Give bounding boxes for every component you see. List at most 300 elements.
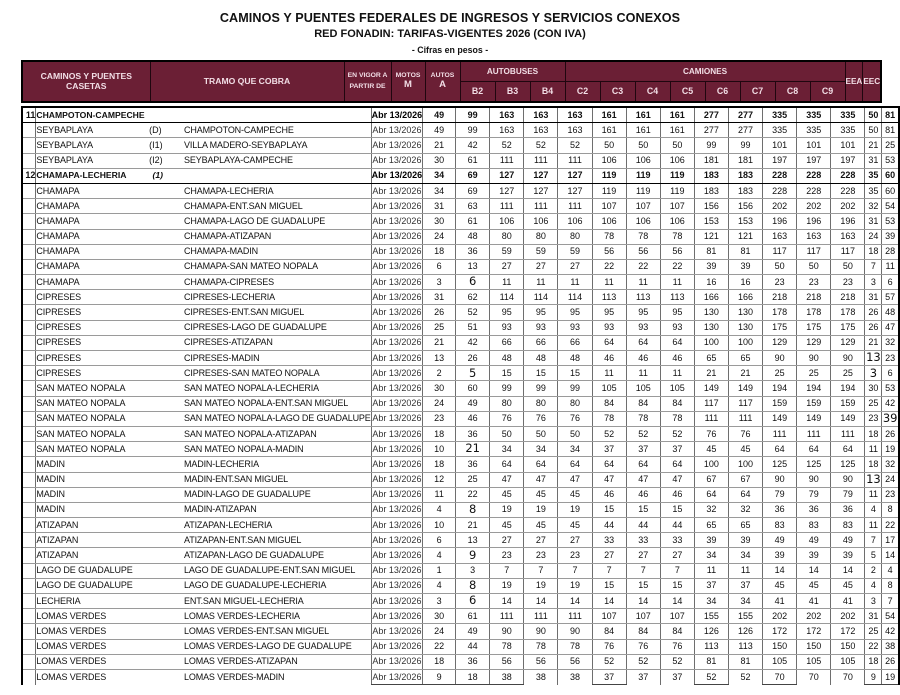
direction-code [149,199,184,214]
col-header-c4: C4 [635,82,670,103]
tariff-value: 175 [831,320,865,335]
tariff-value: 53 [882,153,899,168]
tariff-value: 25 [456,472,490,487]
direction-code [149,290,184,305]
tariff-value: 9 [865,669,882,684]
tariff-value: 27 [660,548,694,563]
tariff-value: 106 [626,153,660,168]
tariff-row [22,290,899,305]
tariff-value: 11 [626,275,660,290]
tariff-value: 31 [865,290,882,305]
tariff-value: 25 [882,138,899,153]
tariff-value: 80 [558,229,592,244]
tariff-row [22,426,899,441]
tariff-value: 50 [592,138,626,153]
tariff-value: 39 [882,229,899,244]
tariff-value: 44 [626,518,660,533]
tariff-value: 16 [728,275,762,290]
tariff-value: 178 [831,305,865,320]
tariff-value: 46 [660,351,694,366]
tariff-value: 48 [558,351,592,366]
tariff-value: 27 [490,533,524,548]
effective-date: Abr 13/2026 [371,259,423,274]
tariff-value: 79 [797,487,831,502]
tariff-value: 153 [728,214,762,229]
tariff-value: 90 [524,624,558,639]
tariff-value: 31 [865,153,882,168]
tramo-name: CHAMAPA-LAGO DE GUADALUPE [184,214,371,229]
direction-code [149,502,184,517]
tariff-value: 30 [423,609,456,624]
tariff-value: 127 [524,183,558,198]
tramo-name: MADIN-LECHERIA [184,457,371,472]
tariff-value: 39 [728,533,762,548]
effective-date: Abr 13/2026 [371,487,423,502]
tariff-value: 90 [490,624,524,639]
tariff-value: 8 [882,578,899,593]
tariff-value: 39 [831,548,865,563]
tramo-name: CIPRESES-LECHERIA [184,290,371,305]
tramo-name: LOMAS VERDES-ATIZAPAN [184,654,371,669]
tariff-value: 4 [882,563,899,578]
tramo-name: ATIZAPAN-ENT.SAN MIGUEL [184,533,371,548]
col-header-c5: C5 [670,82,705,103]
tariff-value: 49 [423,123,456,138]
tariff-value: 47 [490,472,524,487]
tariff-value: 52 [626,654,660,669]
tariff-value: 44 [456,639,490,654]
row-number [22,275,36,290]
section-name: CHAMPOTON-CAMPECHE [36,109,145,120]
tariff-value: 80 [524,396,558,411]
row-number [22,502,36,517]
row-number [22,578,36,593]
direction-code [149,457,184,472]
col-header-b2: B2 [460,82,495,103]
tariff-table [21,106,900,685]
tariff-value: 15 [626,578,660,593]
tariff-value: 9 [423,669,456,684]
tariff-value: 39 [728,259,762,274]
tariff-row [22,275,899,290]
tariff-value: 46 [660,487,694,502]
direction-code [149,335,184,350]
tariff-value: 175 [763,320,797,335]
tariff-value: 56 [660,244,694,259]
tariff-value: 48 [490,351,524,366]
tariff-value: 15 [660,502,694,517]
tramo-name: MADIN-ATIZAPAN [184,502,371,517]
tariff-value: 8 [456,578,490,593]
page-subtitle: RED FONADIN: TARIFAS-VIGENTES 2026 (CON IVA) [314,28,586,40]
tariff-value: 335 [763,107,797,123]
tariff-value: 53 [882,381,899,396]
tariff-value: 21 [865,138,882,153]
section-title [36,168,371,183]
tramo-name: MADIN-ENT.SAN MIGUEL [184,472,371,487]
tariff-value: 121 [728,229,762,244]
row-number [22,199,36,214]
tariff-value: 37 [660,442,694,457]
tariff-value: 38 [558,669,592,684]
tariff-value: 11 [865,518,882,533]
tariff-value: 46 [626,351,660,366]
direction-code [149,669,184,684]
tariff-value: 181 [728,153,762,168]
tariff-value: 126 [694,624,728,639]
tariff-value: 3 [423,275,456,290]
tariff-value: 163 [558,123,592,138]
tariff-value: 81 [882,123,899,138]
tariff-value: 105 [763,654,797,669]
tariff-value: 35 [865,183,882,198]
effective-date: Abr 13/2026 [371,153,423,168]
tariff-value: 46 [456,411,490,426]
row-number [22,411,36,426]
tariff-value: 76 [626,639,660,654]
tariff-value: 150 [831,639,865,654]
tariff-value: 218 [797,290,831,305]
tariff-value: 156 [694,199,728,214]
tariff-row [22,320,899,335]
tariff-value: 22 [660,259,694,274]
effective-date: Abr 13/2026 [371,290,423,305]
effective-date: Abr 13/2026 [371,563,423,578]
tariff-row [22,366,899,381]
tariff-value: 38 [490,669,524,684]
tariff-value: 32 [694,502,728,517]
tariff-row [22,654,899,669]
effective-date: Abr 13/2026 [371,305,423,320]
tariff-value: 80 [490,396,524,411]
tariff-value: 47 [882,320,899,335]
tariff-value: 34 [694,548,728,563]
tariff-value: 119 [626,168,660,183]
tramo-name: CHAMAPA-CIPRESES [184,275,371,290]
tariff-value: 78 [490,639,524,654]
tariff-value: 18 [423,457,456,472]
tariff-value: 15 [626,502,660,517]
tariff-value: 172 [831,624,865,639]
tariff-value: 117 [728,396,762,411]
direction-code [149,594,184,609]
direction-code [149,426,184,441]
col-header-b4: B4 [530,82,565,103]
tariff-value: 27 [592,548,626,563]
section-title [36,107,371,123]
tariff-value: 54 [882,199,899,214]
tariff-value: 95 [524,305,558,320]
tariff-value: 163 [490,107,524,123]
tramo-name: CHAMPOTON-CAMPECHE [184,123,371,138]
tramo-name: CIPRESES-ENT.SAN MIGUEL [184,305,371,320]
units-note: - Cifras en pesos - [411,45,489,55]
tariff-value: 52 [626,426,660,441]
direction-code [149,214,184,229]
tariff-value: 196 [797,214,831,229]
tariff-value: 99 [694,138,728,153]
caseta-name: CHAMAPA [36,214,149,229]
tariff-row [22,563,899,578]
tariff-value: 70 [831,669,865,684]
tariff-value: 111 [490,153,524,168]
tariff-row [22,335,899,350]
tariff-value: 47 [592,472,626,487]
row-number [22,153,36,168]
caseta-name: CIPRESES [36,320,149,335]
row-number [22,639,36,654]
caseta-name: ATIZAPAN [36,548,149,563]
tariff-value: 21 [456,442,490,457]
effective-date: Abr 13/2026 [371,594,423,609]
tariff-value: 111 [490,609,524,624]
caseta-name: MADIN [36,472,149,487]
tariff-value: 101 [831,138,865,153]
tariff-value: 18 [865,426,882,441]
tariff-value: 54 [882,609,899,624]
tramo-name: LOMAS VERDES-LECHERIA [184,609,371,624]
row-number [22,229,36,244]
tariff-value: 6 [882,275,899,290]
tariff-value: 178 [797,305,831,320]
tariff-value: 18 [865,654,882,669]
tariff-value: 25 [865,396,882,411]
tariff-value: 50 [797,259,831,274]
tariff-row [22,533,899,548]
tariff-value: 66 [558,335,592,350]
tariff-value: 25 [797,366,831,381]
tariff-value: 15 [592,578,626,593]
tariff-value: 194 [831,381,865,396]
tariff-value: 34 [423,183,456,198]
tariff-value: 19 [558,578,592,593]
tariff-value: 106 [660,153,694,168]
tariff-value: 277 [728,123,762,138]
col-header-motos: MOTOS M [391,61,425,102]
caseta-name: SEYBAPLAYA [36,153,149,168]
tariff-value: 59 [558,244,592,259]
tariff-value: 106 [592,214,626,229]
tariff-value: 21 [865,335,882,350]
tariff-value: 78 [626,229,660,244]
tariff-value: 78 [626,411,660,426]
tramo-name: CHAMAPA-ATIZAPAN [184,229,371,244]
tariff-value: 11 [694,563,728,578]
row-number [22,654,36,669]
tariff-value: 60 [882,168,899,183]
tariff-row [22,244,899,259]
tariff-value: 23 [831,275,865,290]
caseta-name: SAN MATEO NOPALA [36,396,149,411]
tariff-value: 106 [626,214,660,229]
tariff-value: 64 [626,457,660,472]
tariff-value: 42 [882,624,899,639]
tariff-value: 10 [423,518,456,533]
caseta-name: CIPRESES [36,290,149,305]
tariff-value: 46 [592,351,626,366]
tariff-value: 45 [797,578,831,593]
tariff-value: 218 [831,290,865,305]
direction-code [149,366,184,381]
tariff-value: 63 [456,199,490,214]
tramo-name: CHAMAPA-SAN MATEO NOPALA [184,259,371,274]
tariff-value: 64 [694,487,728,502]
tariff-value: 42 [882,396,899,411]
tariff-value: 52 [592,426,626,441]
tariff-value: 15 [660,578,694,593]
tramo-name: LOMAS VERDES-LAGO DE GUADALUPE [184,639,371,654]
tariff-value: 34 [423,168,456,183]
tariff-value: 37 [694,578,728,593]
tariff-value: 52 [558,138,592,153]
tariff-value: 18 [423,426,456,441]
tariff-value: 335 [763,123,797,138]
effective-date: Abr 13/2026 [371,396,423,411]
tariff-value: 56 [592,244,626,259]
caseta-name: CIPRESES [36,335,149,350]
effective-date: Abr 13/2026 [371,335,423,350]
tariff-value: 67 [694,472,728,487]
tariff-value: 22 [626,259,660,274]
tariff-value: 113 [660,290,694,305]
tariff-value: 25 [831,366,865,381]
tariff-value: 78 [660,229,694,244]
tariff-value: 163 [524,107,558,123]
tariff-value: 11 [660,275,694,290]
caseta-name: CHAMAPA [36,229,149,244]
tariff-value: 65 [694,518,728,533]
tariff-value: 61 [456,153,490,168]
col-header-c8: C8 [775,82,810,103]
tariff-value: 11 [558,275,592,290]
tariff-value: 202 [831,199,865,214]
tariff-value: 44 [660,518,694,533]
tariff-value: 161 [592,123,626,138]
tariff-value: 28 [882,244,899,259]
tariff-row [22,214,899,229]
col-header-eea: EEA [845,61,863,102]
tariff-value: 166 [694,290,728,305]
tariff-value: 106 [524,214,558,229]
tariff-value: 11 [626,366,660,381]
tariff-value: 93 [626,320,660,335]
tariff-value: 60 [882,183,899,198]
tariff-value: 8 [882,502,899,517]
tariff-value: 70 [763,669,797,684]
tariff-value: 76 [490,411,524,426]
tariff-value: 119 [592,168,626,183]
tariff-value: 64 [490,457,524,472]
tariff-value: 33 [626,533,660,548]
tariff-value: 93 [524,320,558,335]
tariff-value: 113 [728,639,762,654]
tariff-value: 100 [728,457,762,472]
tariff-value: 7 [626,563,660,578]
tariff-value: 34 [694,594,728,609]
tariff-value: 45 [558,487,592,502]
caseta-name: CIPRESES [36,305,149,320]
tariff-value: 3 [456,563,490,578]
tariff-value: 159 [763,396,797,411]
effective-date: Abr 13/2026 [371,183,423,198]
tariff-value: 79 [763,487,797,502]
tariff-value: 149 [694,381,728,396]
tariff-value: 95 [558,305,592,320]
tariff-value: 32 [865,199,882,214]
tariff-value: 50 [626,138,660,153]
tariff-value: 15 [558,366,592,381]
tariff-value: 76 [524,411,558,426]
tariff-value: 99 [456,123,490,138]
row-number [22,472,36,487]
tariff-value: 45 [490,518,524,533]
tariff-value: 45 [524,518,558,533]
tramo-name: VILLA MADERO-SEYBAPLAYA [184,138,371,153]
row-number: 11 [22,107,36,123]
tariff-value: 45 [694,442,728,457]
effective-date: Abr 13/2026 [371,320,423,335]
tariff-value: 130 [694,320,728,335]
tariff-value: 66 [490,335,524,350]
tariff-value: 39 [694,533,728,548]
effective-date: Abr 13/2026 [371,624,423,639]
tariff-value: 27 [626,548,660,563]
effective-date: Abr 13/2026 [371,578,423,593]
row-number [22,563,36,578]
row-number [22,594,36,609]
effective-date: Abr 13/2026 [371,548,423,563]
tariff-value: 56 [524,654,558,669]
tariff-value: 45 [524,487,558,502]
tariff-value: 105 [831,654,865,669]
row-number [22,548,36,563]
tariff-value: 19 [882,669,899,684]
direction-code [149,578,184,593]
tariff-value: 83 [797,518,831,533]
tariff-value: 161 [592,107,626,123]
tariff-value: 15 [524,366,558,381]
tariff-row [22,472,899,487]
tariff-value: 14 [524,594,558,609]
tariff-value: 183 [728,168,762,183]
tariff-value: 107 [660,609,694,624]
tariff-value: 49 [831,533,865,548]
effective-date: Abr 13/2026 [371,275,423,290]
tariff-value: 64 [660,335,694,350]
tariff-value: 119 [660,168,694,183]
effective-date: Abr 13/2026 [371,351,423,366]
tariff-value: 127 [490,168,524,183]
caseta-name: SAN MATEO NOPALA [36,426,149,441]
tariff-value: 36 [456,426,490,441]
caseta-name: LOMAS VERDES [36,671,107,682]
tariff-value: 90 [797,472,831,487]
tramo-name: LAGO DE GUADALUPE-LECHERIA [184,578,371,593]
tariff-value: 14 [592,594,626,609]
tariff-value: 57 [882,290,899,305]
direction-code [149,487,184,502]
tariff-value: 76 [728,426,762,441]
tariff-value: 178 [763,305,797,320]
tariff-value: 194 [797,381,831,396]
tariff-value: 50 [763,259,797,274]
row-number [22,183,36,198]
row-number [22,335,36,350]
tariff-value: 48 [456,229,490,244]
tariff-value: 41 [763,594,797,609]
tariff-value: 7 [865,533,882,548]
tariff-value: 30 [865,381,882,396]
